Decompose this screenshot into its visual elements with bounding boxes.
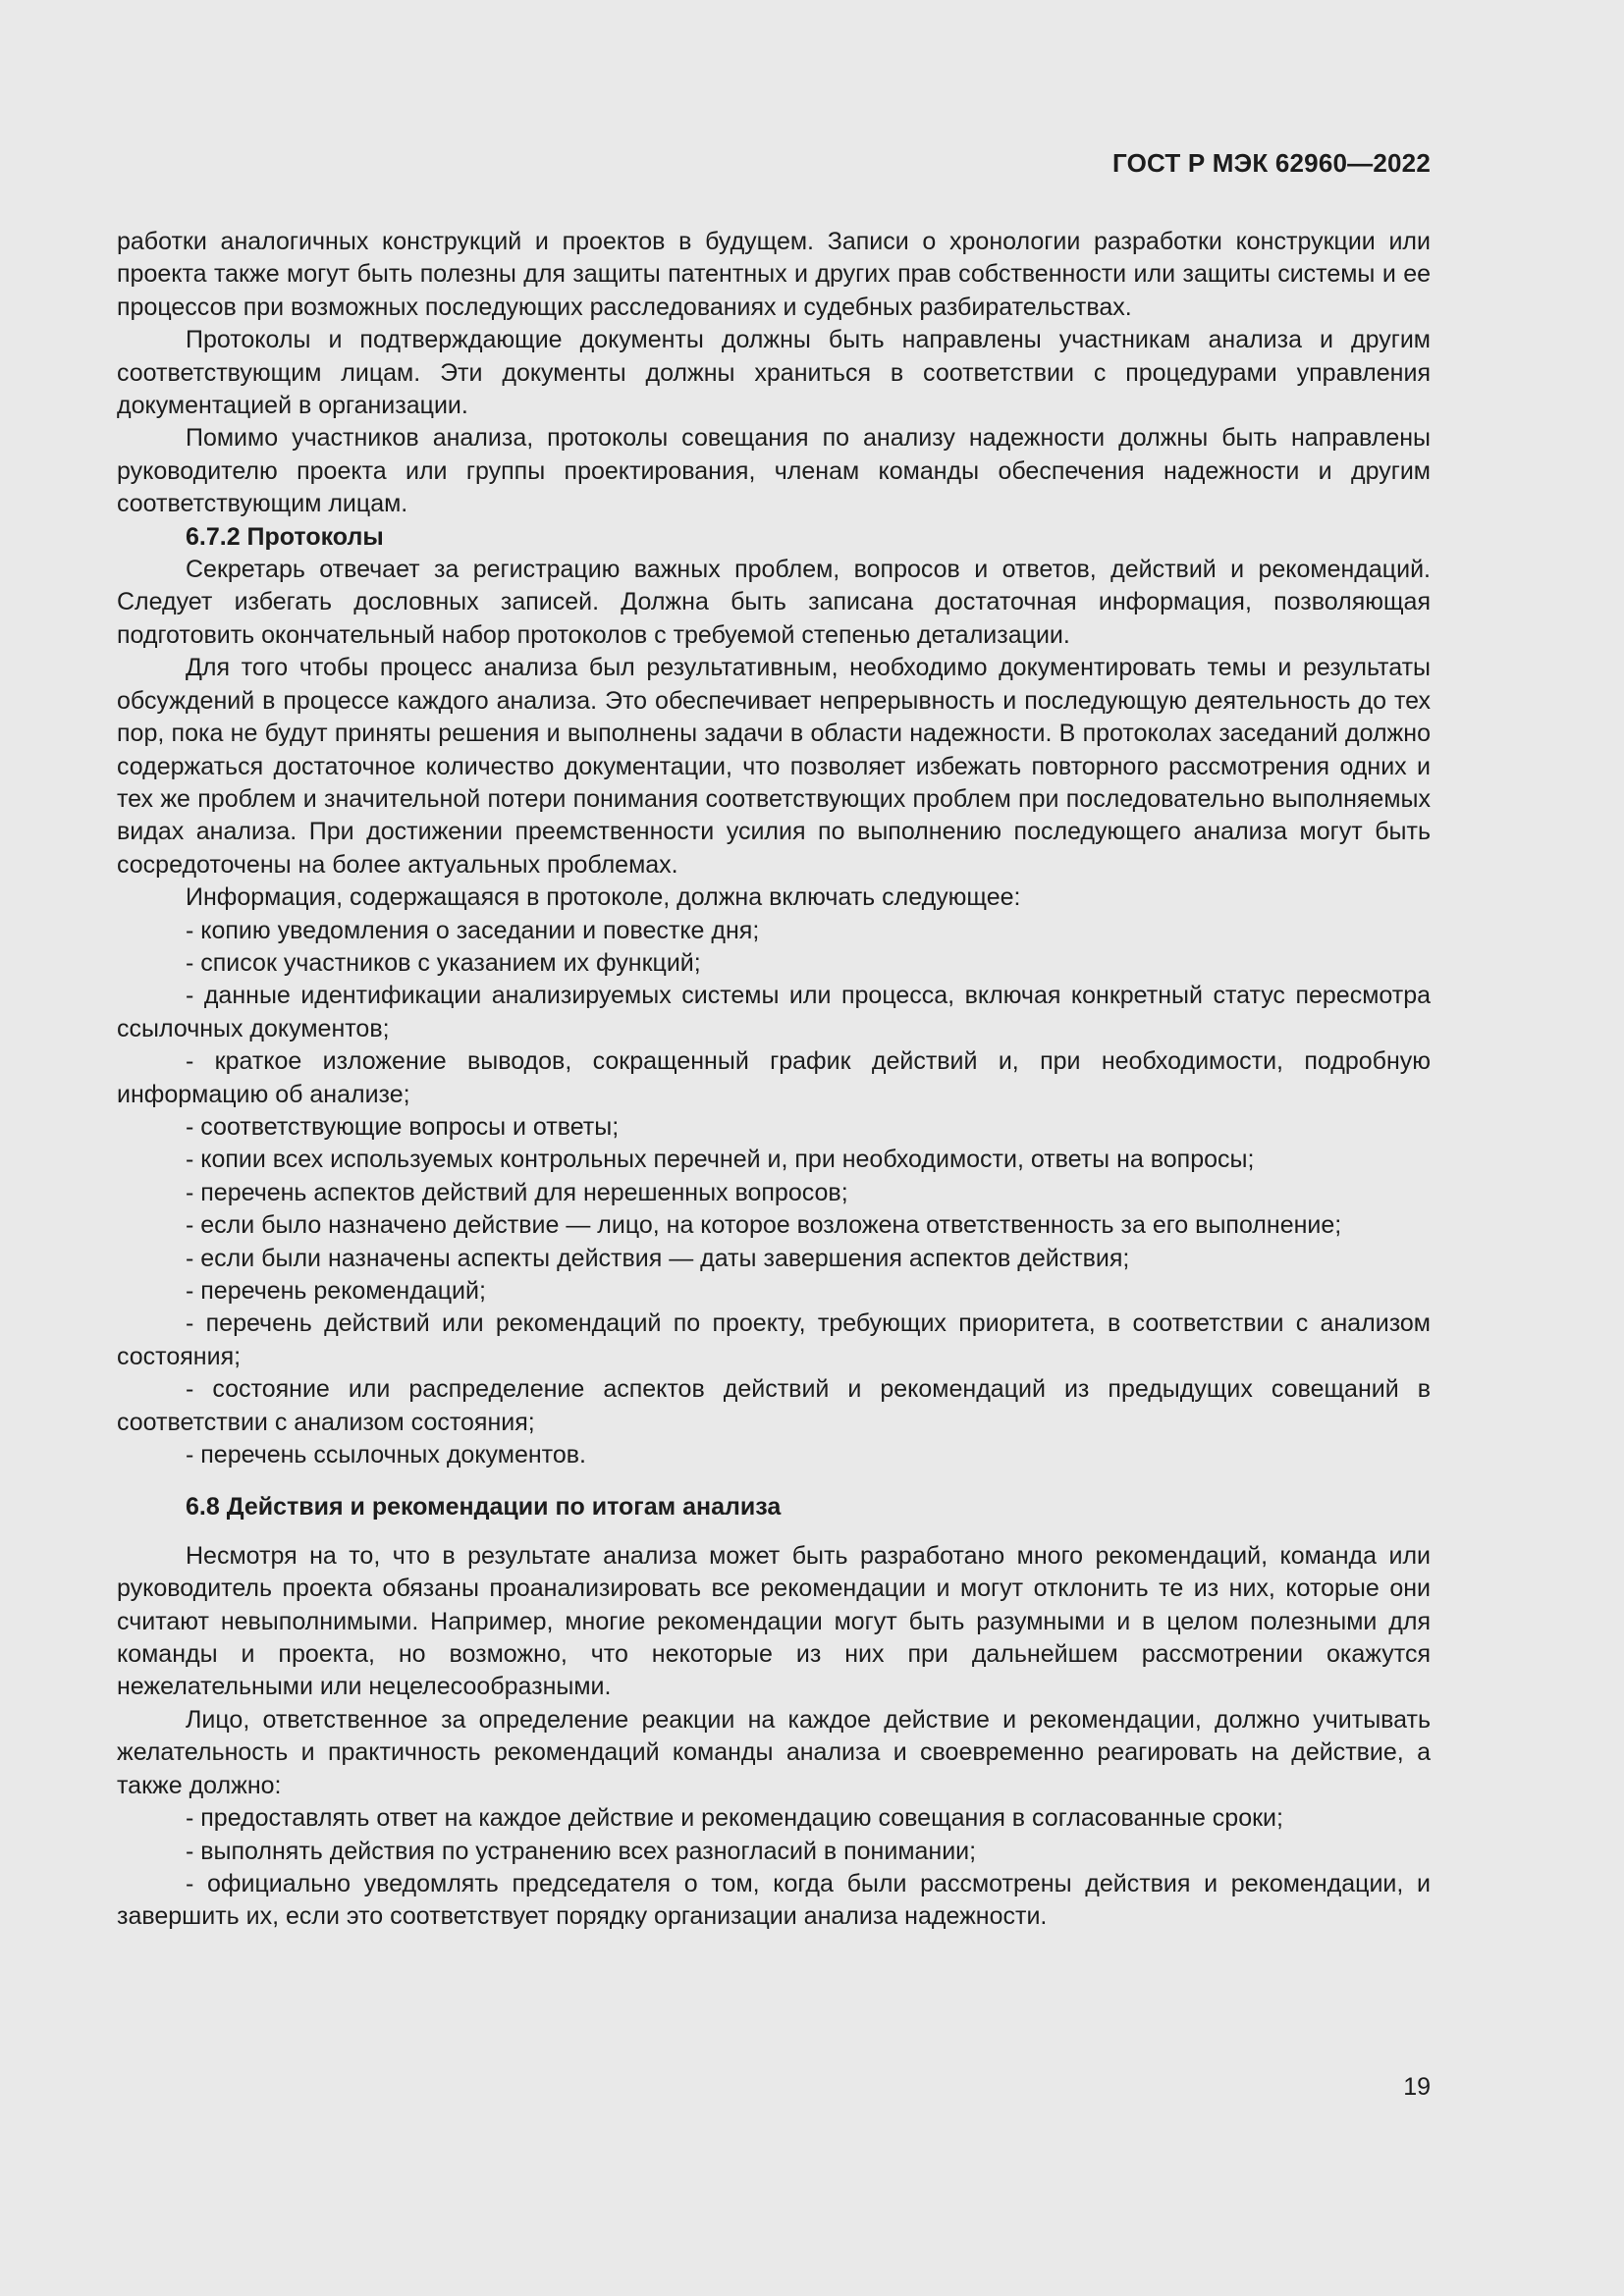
paragraph: Протоколы и подтверждающие документы должны быть направлены участникам анализа и другим соответствующим лицам. Эти документы должны храниться в соответствии с процедурами управления документацией в организации. [117, 326, 1431, 420]
document-header-standard-id: ГОСТ Р МЭК 62960—2022 [1111, 148, 1431, 178]
paragraph: Информация, содержащаяся в протоколе, должна включать следующее: [186, 883, 1021, 912]
list-item: - перечень аспектов действий для нерешенных вопросов; [186, 1178, 848, 1206]
section-heading-6-7-2: 6.7.2 Протоколы [186, 522, 384, 551]
paragraph: Лицо, ответственное за определение реакции на каждое действие и рекомендации, должно учитывать желательность и практичность рекомендаций команды анализа и своевременно реагировать на действие, а также должно: [117, 1705, 1431, 1799]
list-item: - предоставлять ответ на каждое действие и рекомендацию совещания в согласованные сроки; [186, 1804, 1283, 1833]
list-item: - соответствующие вопросы и ответы; [186, 1112, 620, 1141]
page-number: 19 [1403, 2073, 1431, 2101]
paragraph: Несмотря на то, что в результате анализа может быть разработано много рекомендаций, команда или руководитель проекта обязаны проанализировать все рекомендации и могут отклонить те из них, которые они считают невыполнимыми. Например, многие рекомендации могут быть разумными и в целом полезными для команды и проекта, но возможно, что некоторые из них при дальнейшем рассмотрении окажутся нежелательными или нецелесообразными. [117, 1541, 1431, 1701]
list-item: - перечень ссылочных документов. [186, 1441, 586, 1469]
paragraph: работки аналогичных конструкций и проектов в будущем. Записи о хронологии разработки конструкции или проекта также могут быть полезны для защиты патентных и других прав собственности или защиты системы и ее процессов при возможных последующих расследованиях и судебных разбирательствах. [117, 228, 1431, 321]
list-item: - копию уведомления о заседании и повестке дня; [186, 916, 760, 944]
section-heading-6-8: 6.8 Действия и рекомендации по итогам анализа [186, 1493, 782, 1522]
list-item: - перечень рекомендаций; [186, 1277, 486, 1305]
list-item: - перечень действий или рекомендаций по проекту, требующих приоритета, в соответствии с анализом состояния; [117, 1309, 1431, 1370]
list-item: - краткое изложение выводов, сокращенный график действий и, при необходимости, подробную информацию об анализе; [117, 1047, 1431, 1108]
list-item: - официально уведомлять председателя о том, когда были рассмотрены действия и рекомендации, и завершить их, если это соответствует порядку организации анализа надежности. [117, 1869, 1431, 1931]
list-item: - выполнять действия по устранению всех разногласий в понимании; [186, 1837, 977, 1865]
list-item: - если были назначены аспекты действия — даты завершения аспектов действия; [186, 1244, 1130, 1272]
paragraph: Помимо участников анализа, протоколы совещания по анализу надежности должны быть направлены руководителю проекта или группы проектирования, членам команды обеспечения надежности и другим соответствующим лицам. [117, 424, 1431, 518]
document-body [117, 226, 1431, 1934]
list-item: - список участников с указанием их функций; [186, 948, 701, 977]
list-item: - копии всех используемых контрольных перечней и, при необходимости, ответы на вопросы; [186, 1146, 1255, 1174]
list-item: - данные идентификации анализируемых системы или процесса, включая конкретный статус пересмотра ссылочных документов; [117, 982, 1431, 1042]
list-item: - состояние или распределение аспектов действий и рекомендаций из предыдущих совещаний в соответствии с анализом состояния; [117, 1375, 1431, 1436]
paragraph: Секретарь отвечает за регистрацию важных проблем, вопросов и ответов, действий и рекомендаций. Следует избегать дословных записей. Должна быть записана достаточная информация, позволяющая подготовить окончательный набор протоколов с требуемой степенью детализации. [117, 556, 1431, 649]
list-item: - если было назначено действие — лицо, на которое возложена ответственность за его выполнение; [186, 1211, 1342, 1240]
paragraph: Для того чтобы процесс анализа был результативным, необходимо документировать темы и результаты обсуждений в процессе каждого анализа. Это обеспечивает непрерывность и последующую деятельность до тех пор, пока не будут приняты решения и выполнены задачи в области надежности. В протоколах заседаний должно содержаться достаточное количество документации, что позволяет избежать повторного рассмотрения одних и тех же проблем и значительной потери понимания соответствующих проблем при последовательно выполняемых видах анализа. При достижении преемственности усилия по выполнению последующего анализа могут быть сосредоточены на более актуальных проблемах. [117, 654, 1431, 879]
